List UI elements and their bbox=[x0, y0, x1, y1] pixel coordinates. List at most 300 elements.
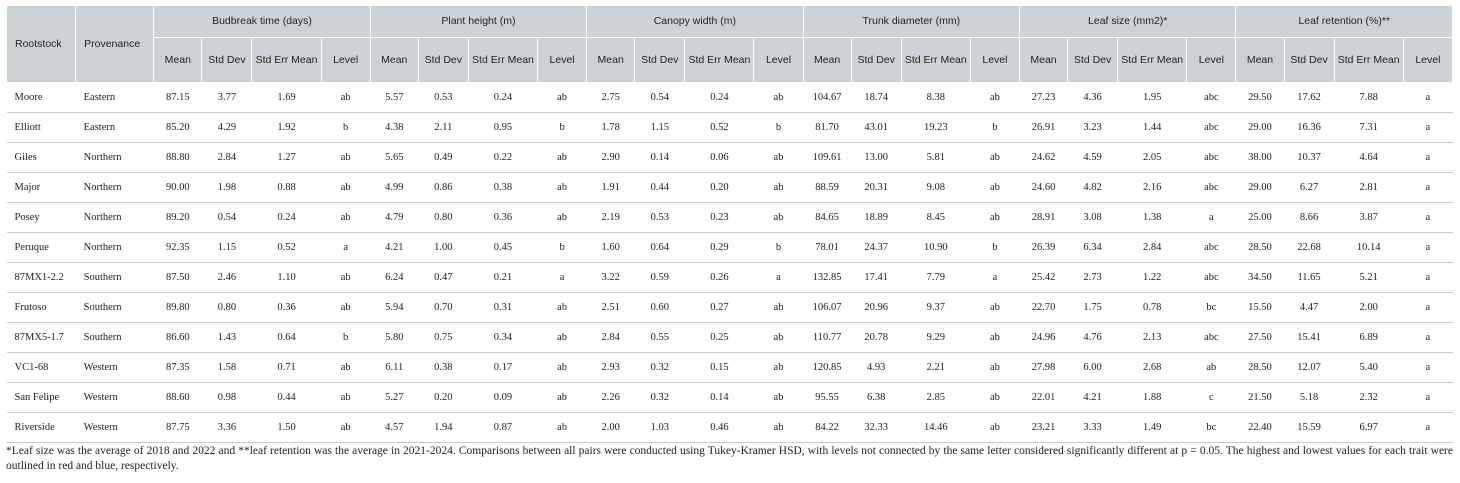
cell-value: 0.34 bbox=[468, 323, 537, 353]
cell-value: a bbox=[1403, 203, 1452, 233]
cell-value: 22.70 bbox=[1019, 293, 1067, 323]
cell-value: 0.14 bbox=[635, 143, 685, 173]
cell-value: 2.81 bbox=[1334, 173, 1403, 203]
cell-value: 0.98 bbox=[202, 383, 252, 413]
col-subheader: Std Dev bbox=[635, 38, 685, 83]
cell-value: 26.39 bbox=[1019, 233, 1067, 263]
cell-value: a bbox=[1403, 383, 1452, 413]
cell-rootstock: Major bbox=[7, 173, 76, 203]
cell-value: 7.88 bbox=[1334, 83, 1403, 113]
cell-value: ab bbox=[754, 173, 803, 203]
cell-value: a bbox=[970, 263, 1019, 293]
cell-rootstock: Peruque bbox=[7, 233, 76, 263]
cell-value: ab bbox=[538, 143, 587, 173]
cell-value: 0.23 bbox=[685, 203, 754, 233]
cell-value: 24.60 bbox=[1019, 173, 1067, 203]
header-row-stats bbox=[7, 38, 1453, 83]
cell-value: ab bbox=[754, 413, 803, 443]
cell-value: ab bbox=[321, 383, 370, 413]
cell-rootstock: Riverside bbox=[7, 413, 76, 443]
col-subheader: Level bbox=[1187, 38, 1236, 83]
cell-value: 24.37 bbox=[851, 233, 901, 263]
cell-value: 5.27 bbox=[370, 383, 418, 413]
cell-value: ab bbox=[970, 83, 1019, 113]
cell-value: 0.44 bbox=[252, 383, 321, 413]
cell-value: ab bbox=[970, 293, 1019, 323]
cell-value: 95.55 bbox=[803, 383, 851, 413]
cell-value: 2.75 bbox=[587, 83, 635, 113]
cell-value: abc bbox=[1187, 323, 1236, 353]
cell-value: 0.54 bbox=[635, 83, 685, 113]
cell-rootstock: 87MX1-2.2 bbox=[7, 263, 76, 293]
cell-provenance: Western bbox=[76, 383, 154, 413]
col-group-header: Canopy width (m) bbox=[587, 6, 803, 38]
cell-value: 5.57 bbox=[370, 83, 418, 113]
data-table bbox=[6, 5, 1453, 443]
cell-value: ab bbox=[538, 293, 587, 323]
cell-value: 29.00 bbox=[1236, 173, 1284, 203]
cell-value: ab bbox=[538, 353, 587, 383]
cell-value: 0.47 bbox=[418, 263, 468, 293]
cell-value: 0.95 bbox=[468, 113, 537, 143]
table-row bbox=[7, 143, 1453, 173]
col-group-header: Plant height (m) bbox=[370, 6, 586, 38]
cell-value: 4.38 bbox=[370, 113, 418, 143]
cell-value: ab bbox=[538, 323, 587, 353]
col-subheader: Std Dev bbox=[418, 38, 468, 83]
cell-value: 132.85 bbox=[803, 263, 851, 293]
table-row bbox=[7, 413, 1453, 443]
cell-value: 0.29 bbox=[685, 233, 754, 263]
cell-value: 5.18 bbox=[1284, 383, 1334, 413]
cell-value: 0.59 bbox=[635, 263, 685, 293]
cell-value: a bbox=[1403, 83, 1452, 113]
cell-value: a bbox=[1403, 293, 1452, 323]
cell-value: abc bbox=[1187, 173, 1236, 203]
cell-rootstock: Frutoso bbox=[7, 293, 76, 323]
cell-value: a bbox=[1403, 113, 1452, 143]
cell-value: 24.62 bbox=[1019, 143, 1067, 173]
cell-value: 18.74 bbox=[851, 83, 901, 113]
cell-value: 1.98 bbox=[202, 173, 252, 203]
table-row bbox=[7, 323, 1453, 353]
cell-value: 10.14 bbox=[1334, 233, 1403, 263]
cell-value: a bbox=[1403, 353, 1452, 383]
cell-value: 0.32 bbox=[635, 353, 685, 383]
cell-value: 9.08 bbox=[901, 173, 970, 203]
cell-value: ab bbox=[321, 83, 370, 113]
cell-value: 1.38 bbox=[1118, 203, 1187, 233]
cell-value: 0.32 bbox=[635, 383, 685, 413]
cell-value: 87.35 bbox=[154, 353, 202, 383]
cell-value: 2.16 bbox=[1118, 173, 1187, 203]
cell-value: 2.13 bbox=[1118, 323, 1187, 353]
col-subheader: Mean bbox=[803, 38, 851, 83]
cell-value: 21.50 bbox=[1236, 383, 1284, 413]
cell-rootstock: Elliott bbox=[7, 113, 76, 143]
cell-value: 20.78 bbox=[851, 323, 901, 353]
cell-value: 84.65 bbox=[803, 203, 851, 233]
cell-value: 8.45 bbox=[901, 203, 970, 233]
cell-value: 25.42 bbox=[1019, 263, 1067, 293]
cell-value: 2.26 bbox=[587, 383, 635, 413]
cell-value: 6.34 bbox=[1068, 233, 1118, 263]
cell-value: 0.17 bbox=[468, 353, 537, 383]
cell-provenance: Eastern bbox=[76, 83, 154, 113]
cell-value: 26.91 bbox=[1019, 113, 1067, 143]
cell-value: 0.24 bbox=[685, 83, 754, 113]
cell-rootstock: Posey bbox=[7, 203, 76, 233]
col-subheader: Mean bbox=[587, 38, 635, 83]
cell-value: 0.24 bbox=[468, 83, 537, 113]
cell-value: 0.55 bbox=[635, 323, 685, 353]
cell-value: bc bbox=[1187, 293, 1236, 323]
cell-value: 0.27 bbox=[685, 293, 754, 323]
cell-value: 17.62 bbox=[1284, 83, 1334, 113]
cell-value: 27.23 bbox=[1019, 83, 1067, 113]
cell-value: 106.07 bbox=[803, 293, 851, 323]
cell-value: 1.27 bbox=[252, 143, 321, 173]
table-row bbox=[7, 173, 1453, 203]
cell-value: 32.33 bbox=[851, 413, 901, 443]
cell-value: 3.23 bbox=[1068, 113, 1118, 143]
cell-value: 6.11 bbox=[370, 353, 418, 383]
cell-value: 4.82 bbox=[1068, 173, 1118, 203]
col-subheader: Std Err Mean bbox=[252, 38, 321, 83]
cell-value: 0.71 bbox=[252, 353, 321, 383]
cell-value: 1.00 bbox=[418, 233, 468, 263]
cell-value: 0.88 bbox=[252, 173, 321, 203]
cell-value: ab bbox=[321, 293, 370, 323]
cell-value: 81.70 bbox=[803, 113, 851, 143]
cell-value: 34.50 bbox=[1236, 263, 1284, 293]
cell-value: a bbox=[1403, 143, 1452, 173]
cell-value: 2.00 bbox=[1334, 293, 1403, 323]
cell-value: 4.36 bbox=[1068, 83, 1118, 113]
cell-value: 1.78 bbox=[587, 113, 635, 143]
cell-provenance: Western bbox=[76, 413, 154, 443]
cell-value: 2.84 bbox=[202, 143, 252, 173]
cell-value: 0.21 bbox=[468, 263, 537, 293]
cell-value: a bbox=[1403, 323, 1452, 353]
cell-value: 2.84 bbox=[587, 323, 635, 353]
cell-value: 1.44 bbox=[1118, 113, 1187, 143]
table-body bbox=[7, 83, 1453, 443]
cell-value: 4.64 bbox=[1334, 143, 1403, 173]
cell-value: b bbox=[538, 233, 587, 263]
cell-value: 0.53 bbox=[635, 203, 685, 233]
cell-value: a bbox=[1403, 413, 1452, 443]
cell-value: 0.52 bbox=[252, 233, 321, 263]
cell-value: 0.36 bbox=[468, 203, 537, 233]
cell-value: 0.80 bbox=[202, 293, 252, 323]
cell-value: 1.75 bbox=[1068, 293, 1118, 323]
col-subheader: Std Err Mean bbox=[901, 38, 970, 83]
cell-value: b bbox=[754, 233, 803, 263]
cell-value: 0.06 bbox=[685, 143, 754, 173]
cell-value: 0.49 bbox=[418, 143, 468, 173]
col-subheader: Std Dev bbox=[202, 38, 252, 83]
cell-value: 29.00 bbox=[1236, 113, 1284, 143]
cell-value: 0.64 bbox=[635, 233, 685, 263]
cell-value: 0.25 bbox=[685, 323, 754, 353]
cell-value: abc bbox=[1187, 263, 1236, 293]
table-row bbox=[7, 203, 1453, 233]
cell-value: 84.22 bbox=[803, 413, 851, 443]
cell-value: ab bbox=[754, 203, 803, 233]
cell-value: abc bbox=[1187, 143, 1236, 173]
cell-value: 1.91 bbox=[587, 173, 635, 203]
cell-value: 3.08 bbox=[1068, 203, 1118, 233]
cell-value: ab bbox=[970, 413, 1019, 443]
cell-value: 0.52 bbox=[685, 113, 754, 143]
cell-value: 0.86 bbox=[418, 173, 468, 203]
cell-value: 0.15 bbox=[685, 353, 754, 383]
cell-value: ab bbox=[538, 203, 587, 233]
cell-provenance: Southern bbox=[76, 293, 154, 323]
cell-value: ab bbox=[754, 143, 803, 173]
cell-value: 25.00 bbox=[1236, 203, 1284, 233]
cell-value: 4.57 bbox=[370, 413, 418, 443]
cell-value: 8.66 bbox=[1284, 203, 1334, 233]
cell-value: 87.75 bbox=[154, 413, 202, 443]
cell-provenance: Northern bbox=[76, 233, 154, 263]
cell-value: 0.31 bbox=[468, 293, 537, 323]
table-row bbox=[7, 113, 1453, 143]
cell-value: c bbox=[1187, 383, 1236, 413]
cell-rootstock: Giles bbox=[7, 143, 76, 173]
cell-value: 0.09 bbox=[468, 383, 537, 413]
cell-value: 0.38 bbox=[418, 353, 468, 383]
cell-value: ab bbox=[538, 173, 587, 203]
cell-value: 1.94 bbox=[418, 413, 468, 443]
cell-value: ab bbox=[538, 383, 587, 413]
cell-value: 1.50 bbox=[252, 413, 321, 443]
cell-value: 0.20 bbox=[418, 383, 468, 413]
cell-value: 1.95 bbox=[1118, 83, 1187, 113]
cell-value: ab bbox=[970, 203, 1019, 233]
cell-value: 0.54 bbox=[202, 203, 252, 233]
col-group-header: Leaf retention (%)** bbox=[1236, 6, 1453, 38]
cell-value: 20.31 bbox=[851, 173, 901, 203]
cell-value: 2.05 bbox=[1118, 143, 1187, 173]
cell-value: 1.58 bbox=[202, 353, 252, 383]
cell-value: 19.23 bbox=[901, 113, 970, 143]
cell-value: 4.59 bbox=[1068, 143, 1118, 173]
cell-value: ab bbox=[754, 323, 803, 353]
cell-value: 7.79 bbox=[901, 263, 970, 293]
footnote-text: *Leaf size was the average of 2018 and 2022 and **leaf retention was the average in 2021-2024. Comparisons between all pairs were conducted using Tukey-Kramer HSD, with levels not connected by the same letter considered significantly different at p = 0.05. The highest and lowest values for each trait were outlined in red and blue, respectively. bbox=[6, 445, 1453, 472]
cell-value: 1.60 bbox=[587, 233, 635, 263]
cell-value: 87.50 bbox=[154, 263, 202, 293]
cell-value: ab bbox=[321, 173, 370, 203]
cell-value: 120.85 bbox=[803, 353, 851, 383]
cell-value: 5.21 bbox=[1334, 263, 1403, 293]
cell-value: 0.36 bbox=[252, 293, 321, 323]
cell-value: 1.43 bbox=[202, 323, 252, 353]
cell-value: 0.45 bbox=[468, 233, 537, 263]
col-subheader: Std Dev bbox=[1068, 38, 1118, 83]
cell-value: b bbox=[321, 113, 370, 143]
cell-value: 5.40 bbox=[1334, 353, 1403, 383]
col-subheader: Level bbox=[970, 38, 1019, 83]
cell-value: 1.10 bbox=[252, 263, 321, 293]
cell-value: 0.46 bbox=[685, 413, 754, 443]
cell-value: 28.50 bbox=[1236, 233, 1284, 263]
cell-value: 12.07 bbox=[1284, 353, 1334, 383]
table-row bbox=[7, 233, 1453, 263]
cell-value: 0.70 bbox=[418, 293, 468, 323]
cell-value: 6.27 bbox=[1284, 173, 1334, 203]
cell-value: 27.98 bbox=[1019, 353, 1067, 383]
cell-value: 88.59 bbox=[803, 173, 851, 203]
cell-value: b bbox=[970, 113, 1019, 143]
cell-value: 18.89 bbox=[851, 203, 901, 233]
cell-value: a bbox=[321, 233, 370, 263]
cell-value: 2.00 bbox=[587, 413, 635, 443]
cell-value: 5.94 bbox=[370, 293, 418, 323]
cell-value: ab bbox=[321, 413, 370, 443]
col-header-provenance: Provenance bbox=[76, 6, 154, 83]
cell-value: 4.79 bbox=[370, 203, 418, 233]
cell-value: 2.84 bbox=[1118, 233, 1187, 263]
cell-value: 109.61 bbox=[803, 143, 851, 173]
cell-value: 0.53 bbox=[418, 83, 468, 113]
cell-value: 2.73 bbox=[1068, 263, 1118, 293]
cell-value: abc bbox=[1187, 233, 1236, 263]
cell-provenance: Southern bbox=[76, 263, 154, 293]
cell-value: 90.00 bbox=[154, 173, 202, 203]
cell-value: 2.90 bbox=[587, 143, 635, 173]
cell-value: b bbox=[970, 233, 1019, 263]
cell-value: 14.46 bbox=[901, 413, 970, 443]
table-row bbox=[7, 383, 1453, 413]
cell-value: 43.01 bbox=[851, 113, 901, 143]
cell-value: abc bbox=[1187, 83, 1236, 113]
cell-value: ab bbox=[538, 83, 587, 113]
cell-provenance: Eastern bbox=[76, 113, 154, 143]
cell-value: ab bbox=[970, 323, 1019, 353]
col-subheader: Std Err Mean bbox=[685, 38, 754, 83]
cell-value: 2.51 bbox=[587, 293, 635, 323]
cell-value: 6.24 bbox=[370, 263, 418, 293]
cell-value: 5.81 bbox=[901, 143, 970, 173]
cell-value: 28.50 bbox=[1236, 353, 1284, 383]
col-subheader: Std Dev bbox=[851, 38, 901, 83]
col-subheader: Mean bbox=[154, 38, 202, 83]
cell-value: 16.36 bbox=[1284, 113, 1334, 143]
cell-rootstock: 87MX5-1.7 bbox=[7, 323, 76, 353]
cell-value: ab bbox=[754, 383, 803, 413]
cell-value: 2.68 bbox=[1118, 353, 1187, 383]
cell-value: a bbox=[1403, 173, 1452, 203]
cell-value: ab bbox=[321, 203, 370, 233]
cell-value: 0.14 bbox=[685, 383, 754, 413]
cell-provenance: Northern bbox=[76, 143, 154, 173]
col-subheader: Mean bbox=[1019, 38, 1067, 83]
cell-value: 4.93 bbox=[851, 353, 901, 383]
cell-value: 89.20 bbox=[154, 203, 202, 233]
cell-value: a bbox=[538, 263, 587, 293]
cell-value: 1.03 bbox=[635, 413, 685, 443]
cell-value: a bbox=[1403, 263, 1452, 293]
cell-value: 89.80 bbox=[154, 293, 202, 323]
cell-value: 0.24 bbox=[252, 203, 321, 233]
header-row-groups bbox=[7, 6, 1453, 38]
cell-value: 1.92 bbox=[252, 113, 321, 143]
cell-value: 38.00 bbox=[1236, 143, 1284, 173]
cell-value: 0.22 bbox=[468, 143, 537, 173]
cell-value: 5.65 bbox=[370, 143, 418, 173]
col-group-header: Trunk diameter (mm) bbox=[803, 6, 1019, 38]
cell-value: 13.00 bbox=[851, 143, 901, 173]
cell-value: ab bbox=[1187, 353, 1236, 383]
cell-value: 4.99 bbox=[370, 173, 418, 203]
cell-value: 0.20 bbox=[685, 173, 754, 203]
cell-value: 17.41 bbox=[851, 263, 901, 293]
cell-value: 6.89 bbox=[1334, 323, 1403, 353]
cell-value: 86.60 bbox=[154, 323, 202, 353]
cell-provenance: Northern bbox=[76, 173, 154, 203]
cell-value: 10.90 bbox=[901, 233, 970, 263]
cell-value: abc bbox=[1187, 113, 1236, 143]
cell-value: 22.40 bbox=[1236, 413, 1284, 443]
cell-value: 9.29 bbox=[901, 323, 970, 353]
cell-value: bc bbox=[1187, 413, 1236, 443]
cell-value: 3.87 bbox=[1334, 203, 1403, 233]
cell-value: 1.49 bbox=[1118, 413, 1187, 443]
cell-value: 3.77 bbox=[202, 83, 252, 113]
cell-value: 1.88 bbox=[1118, 383, 1187, 413]
table-footnote bbox=[6, 444, 1453, 474]
cell-value: 0.87 bbox=[468, 413, 537, 443]
col-subheader: Std Err Mean bbox=[468, 38, 537, 83]
col-subheader: Std Err Mean bbox=[1118, 38, 1187, 83]
cell-value: 104.67 bbox=[803, 83, 851, 113]
cell-value: 6.97 bbox=[1334, 413, 1403, 443]
cell-value: 4.29 bbox=[202, 113, 252, 143]
col-group-header: Leaf size (mm2)* bbox=[1019, 6, 1235, 38]
cell-value: 0.78 bbox=[1118, 293, 1187, 323]
cell-value: 78.01 bbox=[803, 233, 851, 263]
cell-value: 0.38 bbox=[468, 173, 537, 203]
cell-value: 0.44 bbox=[635, 173, 685, 203]
cell-value: 1.22 bbox=[1118, 263, 1187, 293]
cell-value: 29.50 bbox=[1236, 83, 1284, 113]
cell-value: 15.50 bbox=[1236, 293, 1284, 323]
cell-value: 5.80 bbox=[370, 323, 418, 353]
cell-value: 2.19 bbox=[587, 203, 635, 233]
cell-value: ab bbox=[321, 143, 370, 173]
table-row bbox=[7, 263, 1453, 293]
cell-value: 15.59 bbox=[1284, 413, 1334, 443]
cell-value: 3.33 bbox=[1068, 413, 1118, 443]
cell-value: ab bbox=[754, 293, 803, 323]
cell-value: 0.75 bbox=[418, 323, 468, 353]
col-subheader: Level bbox=[754, 38, 803, 83]
cell-value: 28.91 bbox=[1019, 203, 1067, 233]
cell-value: ab bbox=[970, 173, 1019, 203]
cell-value: 10.37 bbox=[1284, 143, 1334, 173]
cell-value: 4.76 bbox=[1068, 323, 1118, 353]
col-subheader: Level bbox=[538, 38, 587, 83]
cell-value: 85.20 bbox=[154, 113, 202, 143]
col-header-rootstock: Rootstock bbox=[7, 6, 76, 83]
cell-value: 4.21 bbox=[1068, 383, 1118, 413]
cell-value: 1.15 bbox=[635, 113, 685, 143]
cell-value: 7.31 bbox=[1334, 113, 1403, 143]
cell-value: 0.60 bbox=[635, 293, 685, 323]
